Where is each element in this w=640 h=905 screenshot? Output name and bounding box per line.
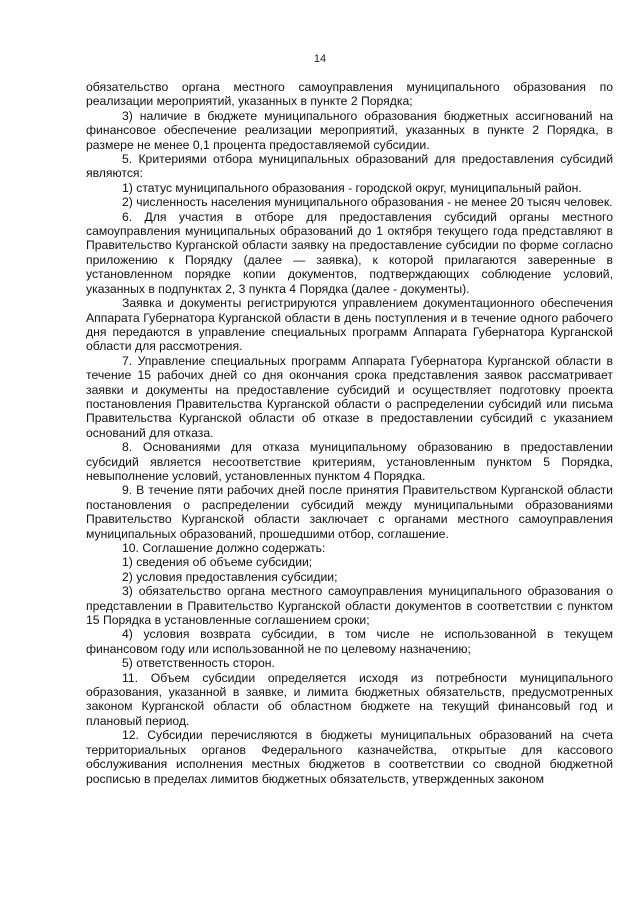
document-body (86, 80, 613, 786)
page-number: 14 (313, 53, 327, 65)
paragraph-registration: Заявка и документы регистрируются управлением документационного обеспечения Аппарата Губернатора Курганской области в день поступления и в течение одного рабочего дня передаются в управление специальных программ Аппарата Губернатора Курганской области для рассмотрения. (86, 296, 613, 354)
paragraph-section-8: 8. Основаниями для отказа муниципальному образованию в предоставлении субсидий является несоответствие критериям, установленным пунктом 5 Порядка, невыполнение условий, установленных пунктом 4 Порядка. (86, 440, 613, 483)
agreement-item-1: 1) сведения об объеме субсидии; (122, 555, 313, 570)
paragraph-section-6: 6. Для участия в отборе для предоставления субсидий органы местного самоуправления муниципальных образований до 1 октября текущего года представляют в Правительство Курганской области заявку на предоставление субсидии по форме согласно приложению к Порядку (далее — заявка), к которой прилагаются заверенные в установленном порядке копии документов, подтверждающих соблюдение условий, указанных в подпунктах 2, 3 пункта 4 Порядка (далее - документы). (86, 209, 613, 296)
agreement-item-5: 5) ответственность сторон. (122, 656, 275, 671)
paragraph-section-7: 7. Управление специальных программ Аппарата Губернатора Курганской области в течение 15 рабочих дней со дня окончания срока представления заявок рассматривает заявки и документы на предоставление субсидий и осуществляет подготовку проекта постановления Правительства Курганской области о распределении субсидий или письма Правительства Курганской области об отказе в предоставлении субсидий с указанием оснований для отказа. (86, 353, 613, 440)
agreement-item-2: 2) условия предоставления субсидии; (122, 569, 338, 584)
paragraph-item-3: 3) наличие в бюджете муниципального образования бюджетных ассигнований на финансовое обеспечение реализации мероприятий, указанных в пункте 2 Порядка, в размере не менее 0,1 процента предоставляемой субсидии. (86, 108, 613, 152)
paragraph-section-10: 10. Соглашение должно содержать: (122, 541, 326, 555)
criterion-1: 1) статус муниципального образования - городской округ, муниципальный район. (122, 180, 582, 195)
agreement-item-4: 4) условия возврата субсидии, в том числе не использованной в текущем финансовом году или использованной не по целевому назначению; (86, 627, 613, 656)
paragraph-section-5: 5. Критериями отбора муниципальных образований для предоставления субсидий являются: (86, 152, 613, 181)
agreement-item-3: 3) обязательство органа местного самоуправления муниципального образования о представлении в Правительство Курганской области документов в соответствии с пунктом 15 Порядка в установленные соглашением сроки; (86, 584, 613, 628)
paragraph-section-11: 11. Объем субсидии определяется исходя из потребности муниципального образования, указанной в заявке, и лимита бюджетных обязательств, предусмотренных законом Курганской области об областном бюджете на текущий финансовый год и плановый период. (86, 670, 613, 728)
paragraph-section-12: 12. Субсидии перечисляются в бюджеты муниципальных образований на счета территориальных органов Федерального казначейства, открытые для кассового обслуживания исполнения местных бюджетов в соответствии со сводной бюджетной росписью в пределах лимитов бюджетных обязательств, утвержденных законом (86, 728, 613, 786)
criterion-2: 2) численность населения муниципального образования - не менее 20 тысяч человек. (122, 195, 613, 210)
paragraph-continuation: обязательство органа местного самоуправления муниципального образования по реализации мероприятий, указанных в пункте 2 Порядка; (86, 80, 613, 109)
paragraph-section-9: 9. В течение пяти рабочих дней после принятия Правительством Курганской области постановления о распределении субсидий между муниципальными образованиями Правительство Курганской области заключает с органами местного самоуправления муниципальных образований, прошедшими отбор, соглашение. (86, 483, 613, 541)
